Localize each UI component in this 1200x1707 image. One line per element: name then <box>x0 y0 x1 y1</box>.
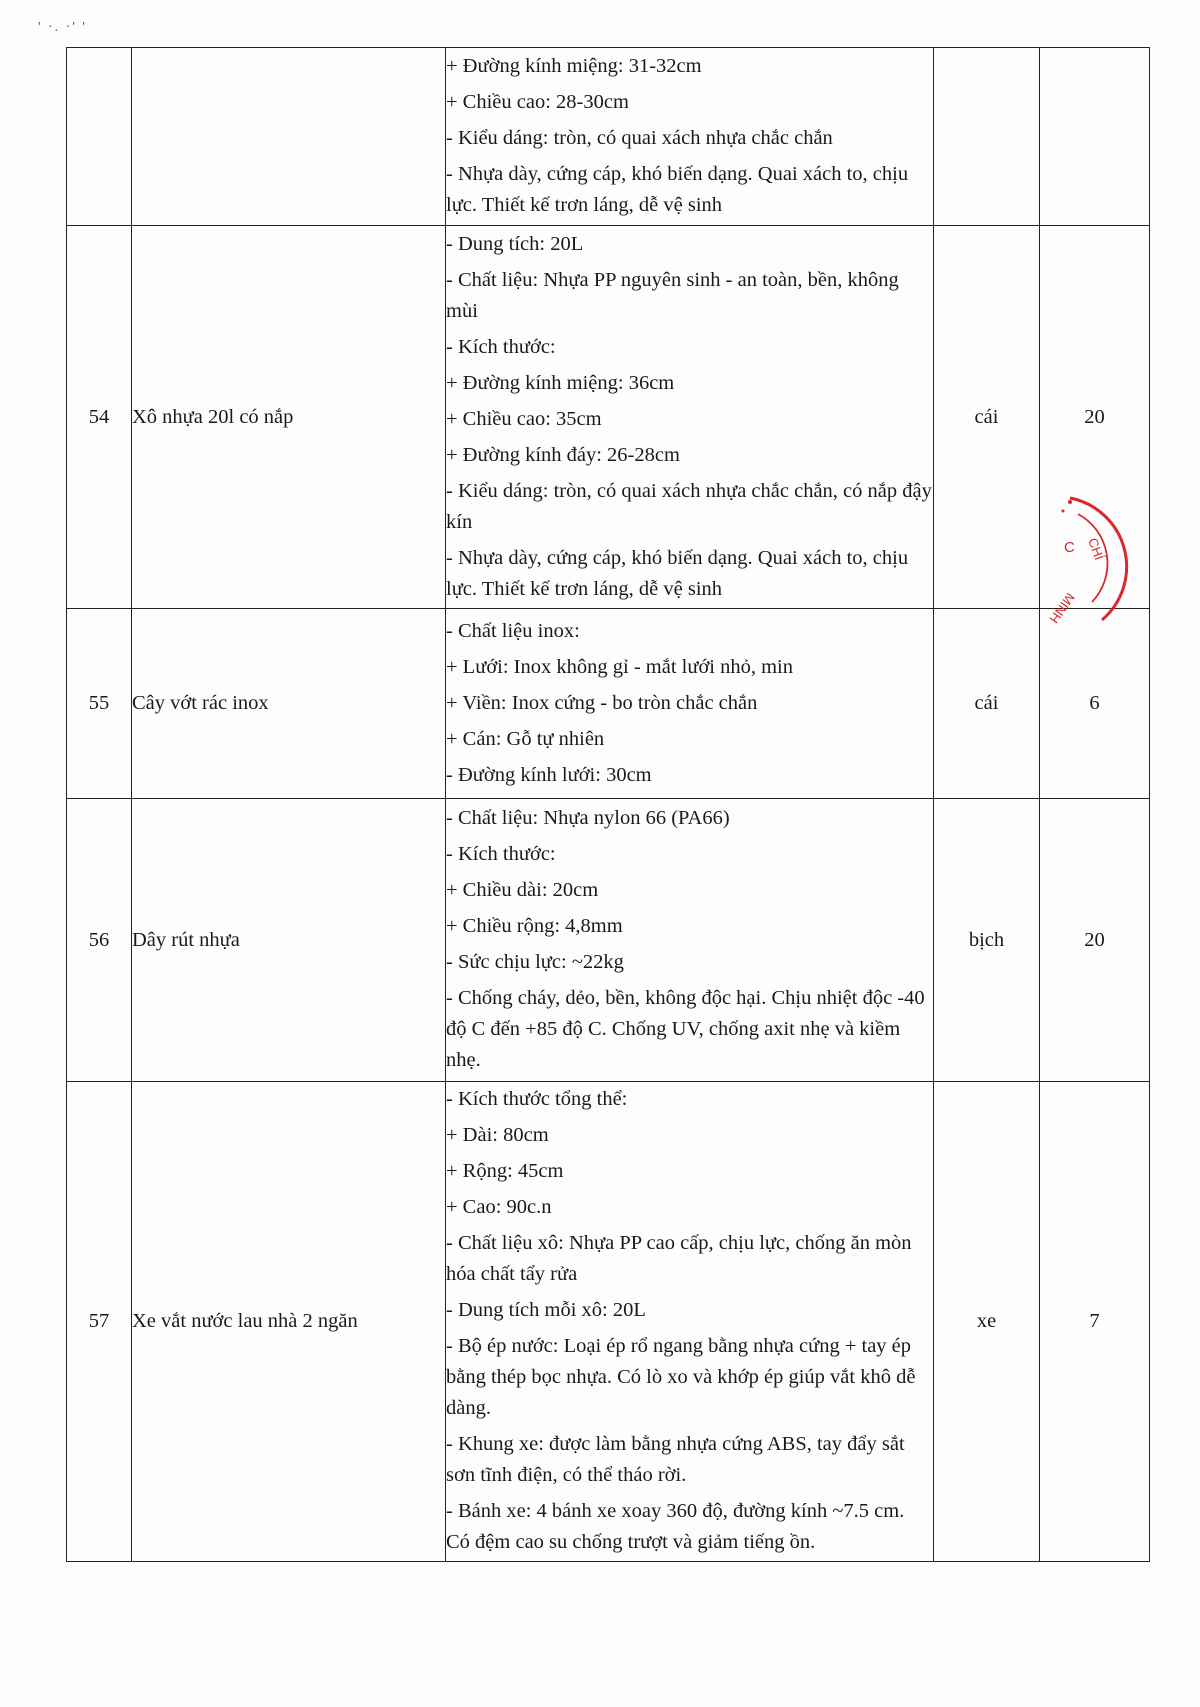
specification-line: + Viền: Inox cứng - bo tròn chắc chắn <box>446 691 758 714</box>
unit-cell: xe <box>934 1082 1040 1562</box>
specification-line: - Đường kính lưới: 30cm <box>446 763 652 786</box>
specification-line: + Đường kính đáy: 26-28cm <box>446 443 680 466</box>
seal-letter-c: C <box>1064 539 1075 556</box>
table-row <box>67 609 1150 799</box>
item-name-cell: Cây vớt rác inox <box>132 609 446 799</box>
specification-line: - Nhựa dày, cứng cáp, khó biến dạng. Quai xách to, chịu lực. Thiết kế trơn láng, dễ vệ sinh <box>446 546 909 600</box>
specification-line: + Chiều rộng: 4,8mm <box>446 915 623 937</box>
specification-line: - Bộ ép nước: Loại ép rổ ngang bằng nhựa cứng + tay ép bằng thép bọc nhựa. Có lò xo và khớp ép giúp vắt khô dễ dàng. <box>446 1335 916 1419</box>
specification-line: + Chiều cao: 35cm <box>446 407 602 430</box>
table-row <box>67 1082 1150 1562</box>
table-row <box>67 799 1150 1082</box>
equipment-spec-table <box>66 47 1150 1562</box>
specification-line: - Kích thước: <box>446 335 556 358</box>
row-number-cell: 56 <box>67 799 132 1082</box>
specification-line: - Bánh xe: 4 bánh xe xoay 360 độ, đường kính ~7.5 cm. Có đệm cao su chống trượt và giảm tiếng ồn. <box>446 1500 905 1553</box>
specification-line: - Sức chịu lực: ~22kg <box>446 951 624 973</box>
specification-line: - Kiểu dáng: tròn, có quai xách nhựa chắc chắn <box>446 127 833 149</box>
item-name-cell <box>132 48 446 226</box>
table-row <box>67 48 1150 226</box>
item-specification-cell <box>446 226 934 609</box>
table-body <box>67 48 1150 1562</box>
specification-line: + Đường kính miệng: 36cm <box>446 371 675 394</box>
item-specification-cell <box>446 609 934 799</box>
item-specification-cell <box>446 799 934 1082</box>
specification-line: - Kiểu dáng: tròn, có quai xách nhựa chắc chắn, có nắp đậy kín <box>446 479 932 533</box>
specification-line: - Chất liệu inox: <box>446 619 580 642</box>
specification-line: - Chất liệu xô: Nhựa PP cao cấp, chịu lực, chống ăn mòn hóa chất tẩy rửa <box>446 1232 912 1285</box>
unit-cell: cái <box>934 226 1040 609</box>
specification-line: - Dung tích: 20L <box>446 232 584 255</box>
quantity-cell: 7 <box>1040 1082 1150 1562</box>
specification-line: + Chiều dài: 20cm <box>446 879 599 901</box>
item-specification-cell <box>446 1082 934 1562</box>
unit-cell: bịch <box>934 799 1040 1082</box>
quantity-cell: 20 <box>1040 799 1150 1082</box>
seal-text-chi: CHÍ <box>1085 535 1107 563</box>
table-row <box>67 226 1150 609</box>
quantity-cell: 6 <box>1040 609 1150 799</box>
unit-cell <box>934 48 1040 226</box>
row-number-cell <box>67 48 132 226</box>
specification-line: + Cán: Gỗ tự nhiên <box>446 727 605 750</box>
specification-line: + Đường kính miệng: 31-32cm <box>446 55 702 77</box>
unit-cell: cái <box>934 609 1040 799</box>
specification-line: + Cao: 90c.n <box>446 1196 552 1218</box>
specification-line: - Kích thước: <box>446 843 556 865</box>
item-name-cell: Dây rút nhựa <box>132 799 446 1082</box>
specification-line: - Nhựa dày, cứng cáp, khó biến dạng. Quai xách to, chịu lực. Thiết kế trơn láng, dễ vệ sinh <box>446 163 909 216</box>
specification-line: - Chất liệu: Nhựa PP nguyên sinh - an toàn, bền, không mùi <box>446 268 899 322</box>
item-name-cell: Xe vắt nước lau nhà 2 ngăn <box>132 1082 446 1562</box>
row-number-cell: 55 <box>67 609 132 799</box>
item-name-cell: Xô nhựa 20l có nắp <box>132 226 446 609</box>
specification-line: + Rộng: 45cm <box>446 1160 564 1182</box>
quantity-cell: 20 <box>1040 226 1150 609</box>
seal-text-minh: MINH <box>1046 590 1078 627</box>
row-number-cell: 54 <box>67 226 132 609</box>
specification-line: - Kích thước tổng thể: <box>446 1088 628 1110</box>
specification-line: - Chất liệu: Nhựa nylon 66 (PA66) <box>446 807 730 829</box>
specification-line: + Lưới: Inox không gỉ - mắt lưới nhỏ, min <box>446 655 793 678</box>
quantity-cell <box>1040 48 1150 226</box>
row-number-cell: 57 <box>67 1082 132 1562</box>
scan-marks: ' ·. ·' ' <box>38 20 87 35</box>
specification-line: + Dài: 80cm <box>446 1124 549 1146</box>
specification-line: + Chiều cao: 28-30cm <box>446 91 629 113</box>
specification-line: - Khung xe: được làm bằng nhựa cứng ABS, tay đẩy sắt sơn tĩnh điện, có thể tháo rời. <box>446 1433 905 1486</box>
item-specification-cell <box>446 48 934 226</box>
specification-line: - Chống cháy, dẻo, bền, không độc hại. Chịu nhiệt độc -40 độ C đến +85 độ C. Chống UV, chống axit nhẹ và kiềm nhẹ. <box>446 987 925 1071</box>
specification-line: - Dung tích mỗi xô: 20L <box>446 1299 646 1321</box>
